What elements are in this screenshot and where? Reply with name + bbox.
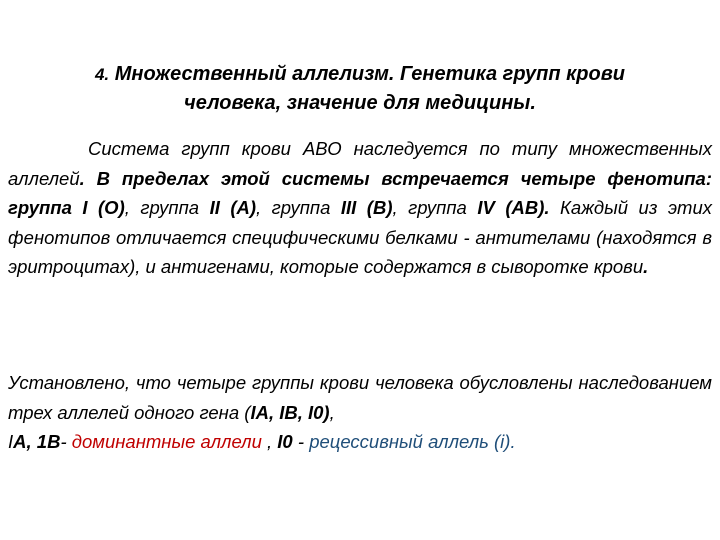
group-iii-label: III (B) bbox=[340, 197, 393, 218]
p1-text-5: , группа bbox=[392, 197, 478, 218]
paragraph-alleles bbox=[8, 368, 712, 457]
title-number: 4. bbox=[94, 65, 110, 84]
title-line-2: человека, значение для медицины. bbox=[184, 92, 536, 114]
p1-text-7: . bbox=[643, 256, 649, 277]
alleles-list: IA, IB, I0) bbox=[250, 401, 330, 423]
p2-line3-a: I bbox=[8, 431, 14, 452]
slide-title bbox=[20, 60, 700, 117]
p2-line3-c: - bbox=[60, 431, 72, 452]
group-i-label: I (O) bbox=[82, 197, 125, 218]
recessive-allele-symbol: I0 bbox=[277, 431, 293, 452]
group-ii-label: II (A) bbox=[209, 197, 257, 218]
title-line-1: Множественный аллелизм. Генетика групп крови bbox=[114, 63, 626, 85]
paragraph-abo-system bbox=[8, 134, 712, 282]
p1-text-3: , группа bbox=[124, 197, 210, 218]
p2-line3-e: - bbox=[292, 431, 310, 452]
p2-line3-d: , bbox=[261, 431, 278, 452]
recessive-allele-text: рецессивный аллель (i). bbox=[309, 431, 516, 452]
dominant-alleles-symbols: A, 1B bbox=[13, 431, 61, 452]
p1-text-1: Система групп крови АВО наследуется по типу множественных аллелей bbox=[8, 138, 712, 189]
group-iv-label: IV (AB). bbox=[477, 197, 550, 218]
p1-text-6: Каждый из этих фенотипов отличается специфическими белками - антителами (находятся в эритроцитах), и антигенами, которые содержатся в сыворотке крови bbox=[8, 197, 712, 277]
p1-text-2: . В пределах этой системы встречается четыре фенотипа: группа bbox=[8, 167, 712, 218]
p2-text-1: Установлено, что четыре группы крови человека обусловлены наследованием трех аллелей одного гена ( bbox=[8, 372, 712, 423]
p1-text-4: , группа bbox=[256, 197, 341, 218]
p2-text-2: , bbox=[329, 401, 335, 423]
dominant-alleles-text: доминантные аллели bbox=[71, 431, 262, 452]
